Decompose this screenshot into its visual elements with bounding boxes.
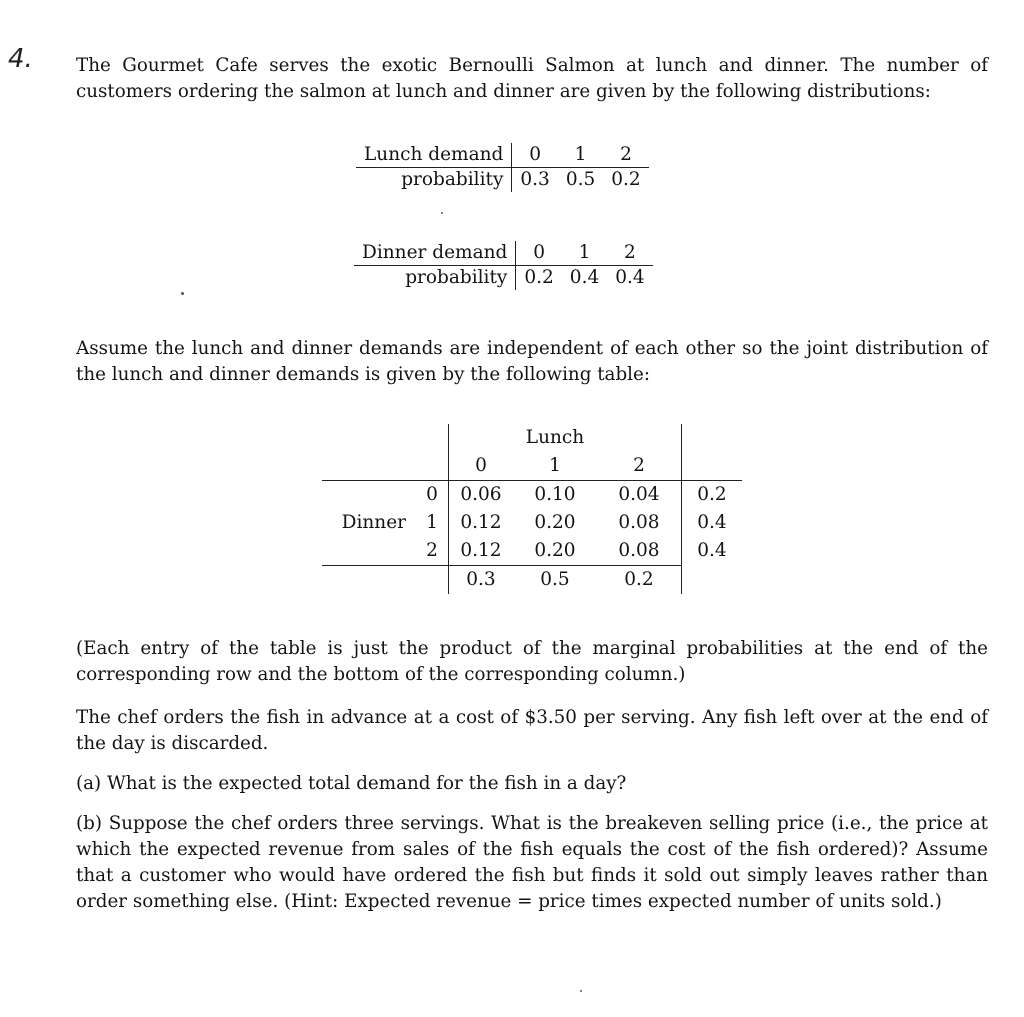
chef-text: The chef orders the fish in advance at a cost of $3.50 per serving. Any fish left over at the end of the day is discarded. bbox=[76, 707, 988, 754]
chef-paragraph bbox=[76, 705, 988, 757]
joint-cell: 0.06 bbox=[449, 481, 514, 510]
dinner-prob: 0.2 bbox=[524, 267, 554, 288]
dinner-demand-table bbox=[354, 241, 653, 290]
question-b bbox=[76, 811, 988, 915]
lunch-prob: 0.2 bbox=[611, 169, 641, 190]
lunch-column-header: Lunch bbox=[525, 427, 585, 448]
dinner-row-label: 1 bbox=[426, 512, 438, 533]
joint-cell: 0.08 bbox=[618, 540, 660, 561]
dinner-value: 2 bbox=[607, 241, 652, 266]
joint-cell: 0.10 bbox=[513, 481, 597, 510]
row-marginal: 0.4 bbox=[682, 537, 743, 566]
joint-distribution-table bbox=[322, 424, 742, 594]
col-marginal: 0.2 bbox=[597, 566, 682, 595]
dinner-value: 1 bbox=[562, 241, 607, 266]
lunch-value: 0 bbox=[512, 143, 558, 168]
lunch-col-label: 0 bbox=[449, 452, 514, 481]
lunch-prob: 0.5 bbox=[565, 169, 596, 190]
lunch-col-label: 1 bbox=[549, 455, 561, 476]
independence-text: Assume the lunch and dinner demands are independent of each other so the joint distribution of the lunch and dinner demands is given by the following table: bbox=[76, 338, 988, 385]
joint-cell: 0.12 bbox=[449, 509, 514, 537]
dinner-value: 0 bbox=[516, 241, 562, 266]
question-b-text: (b) Suppose the chef orders three servings. What is the breakeven selling price (i.e., the price at which the expected revenue from sales of the fish equals the cost of the fish ordered)? Assume that a customer who would have ordered the fish but finds it sold out simply leaves rather than order something else. (Hint: Expected revenue = price times expected number of units sold.) bbox=[76, 813, 988, 912]
note-text: (Each entry of the table is just the product of the marginal probabilities at the end of the corresponding row and the bottom of the corresponding column.) bbox=[76, 638, 988, 685]
intro-paragraph bbox=[76, 53, 988, 105]
row-marginal: 0.4 bbox=[682, 509, 743, 537]
question-a-text: (a) What is the expected total demand for the fish in a day? bbox=[76, 773, 627, 794]
lunch-demand-label: Lunch demand bbox=[356, 143, 512, 168]
joint-cell: 0.20 bbox=[534, 512, 576, 533]
joint-cell: 0.08 bbox=[618, 512, 660, 533]
col-marginal: 0.5 bbox=[513, 566, 597, 595]
dinner-row-label: 2 bbox=[426, 540, 438, 561]
joint-cell: 0.12 bbox=[449, 537, 514, 566]
lunch-prob: 0.3 bbox=[520, 169, 550, 190]
joint-cell: 0.20 bbox=[534, 540, 576, 561]
independence-paragraph bbox=[76, 336, 988, 388]
stray-dot bbox=[441, 212, 443, 214]
lunch-col-label: 2 bbox=[633, 455, 645, 476]
lunch-value: 2 bbox=[603, 143, 648, 168]
dinner-prob: 0.4 bbox=[615, 267, 645, 288]
lunch-value: 1 bbox=[558, 143, 603, 168]
dinner-probability-label: probability bbox=[354, 266, 516, 291]
note-paragraph bbox=[76, 636, 988, 688]
intro-text: The Gourmet Cafe serves the exotic Bernoulli Salmon at lunch and dinner. The number of customers ordering the salmon at lunch and dinner are given by the following distributions: bbox=[76, 55, 988, 102]
lunch-demand-table bbox=[356, 143, 649, 192]
stray-dot bbox=[181, 292, 184, 295]
row-marginal: 0.2 bbox=[682, 481, 743, 510]
problem-number: 4. bbox=[8, 44, 33, 74]
lunch-probability-label: probability bbox=[356, 168, 512, 193]
col-marginal: 0.3 bbox=[449, 566, 514, 595]
joint-cell: 0.04 bbox=[597, 481, 682, 510]
dinner-row-label: 0 bbox=[416, 481, 449, 510]
dinner-row-header: Dinner bbox=[341, 512, 406, 533]
dinner-demand-label: Dinner demand bbox=[354, 241, 516, 266]
dinner-prob: 0.4 bbox=[569, 267, 600, 288]
question-a bbox=[76, 771, 988, 797]
stray-dot bbox=[580, 990, 582, 992]
